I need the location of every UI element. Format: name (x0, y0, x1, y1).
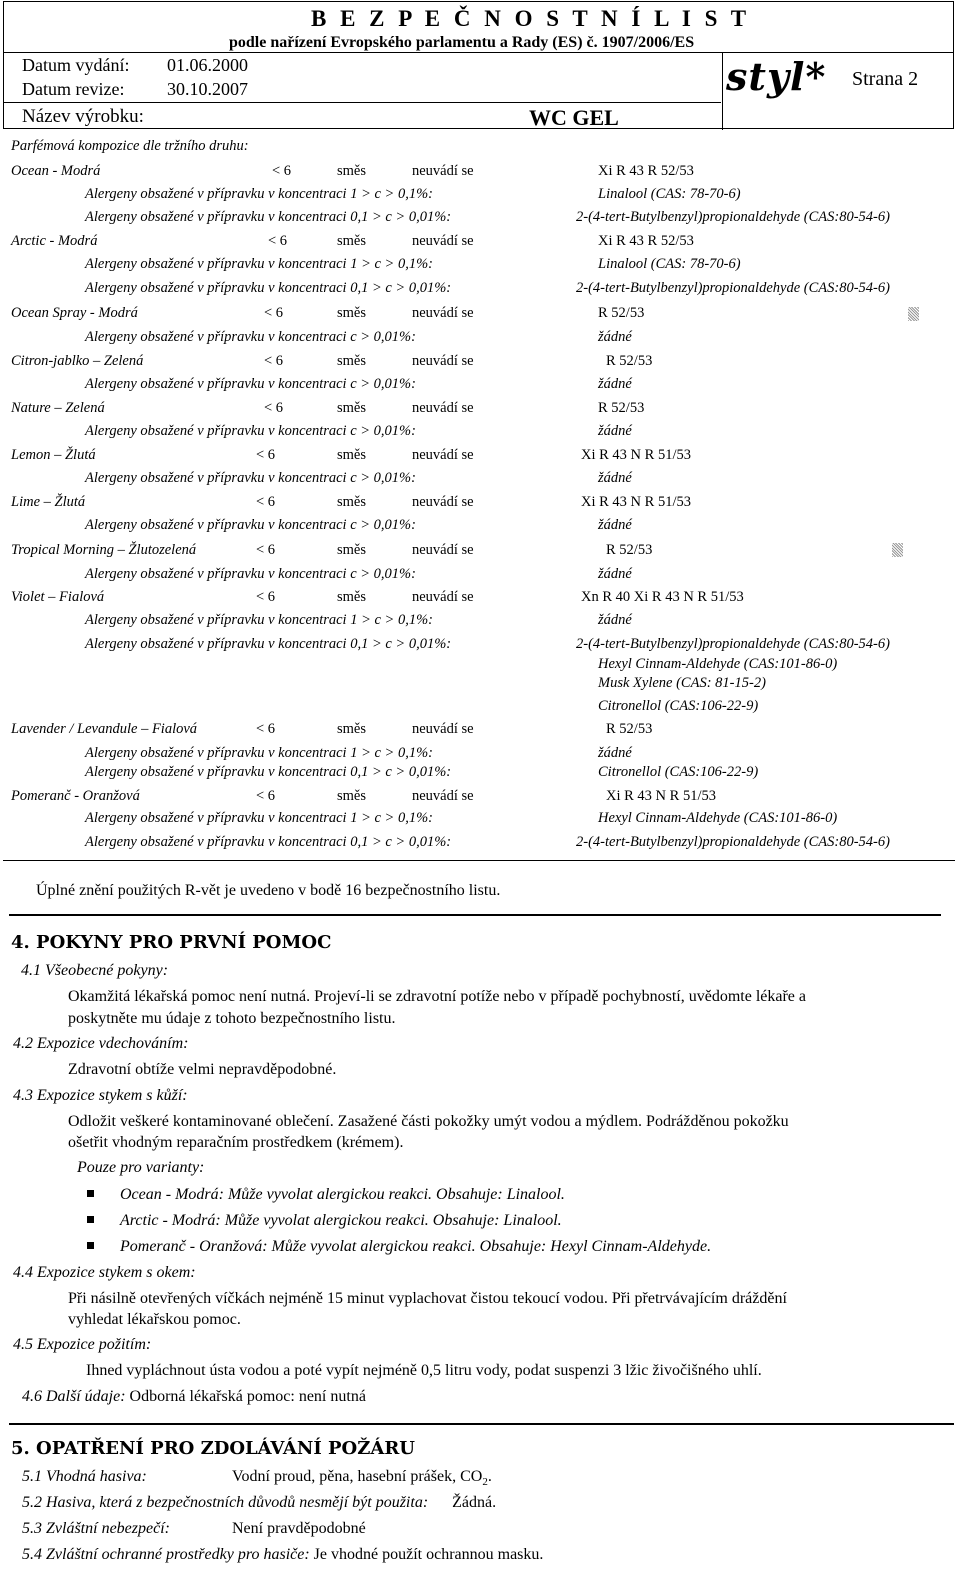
fragrance-name: Citron-jablko – Zelená (11, 353, 144, 369)
allergen-criterion: Alergeny obsažené v přípravku v koncentraci c > 0,01%: (85, 376, 416, 392)
allergen-criterion: Alergeny obsažené v přípravku v koncentraci 1 > c > 0,1%: (85, 256, 433, 272)
bullet-icon (87, 1216, 94, 1223)
concentration: < 6 (256, 494, 276, 510)
allergen-value: 2-(4-tert-Butylbenzyl)propionaldehyde (CAS:80-54-6) (576, 834, 890, 850)
substance-type: směs (337, 305, 366, 321)
table-bottom-rule (3, 860, 955, 861)
allergen-value: 2-(4-tert-Butylbenzyl)propionaldehyde (CAS:80-54-6) (576, 636, 890, 652)
allergen-value: žádné (598, 376, 632, 392)
s43-label: 4.3 Expozice stykem s kůží: (13, 1087, 188, 1104)
substance-type: směs (337, 494, 366, 510)
product-name: WC GEL (529, 105, 619, 130)
allergen-value: žádné (598, 745, 632, 761)
s44-text-line1: Při násilně otevřených víčkách nejméně 15 minut vyplachovat čistou tekoucí vodou. Při přetrvávajícím dráždění (68, 1290, 787, 1307)
fragrance-name: Violet – Fialová (11, 589, 105, 605)
substance-type: směs (337, 788, 366, 804)
allergen-criterion: Alergeny obsažené v přípravku v koncentraci 1 > c > 0,1%: (85, 186, 433, 202)
allergen-criterion: Alergeny obsažené v přípravku v koncentraci c > 0,01%: (85, 470, 416, 486)
s53-text: Není pravděpodobné (232, 1520, 366, 1537)
s45-label: 4.5 Expozice požitím: (13, 1336, 152, 1353)
s43-text-line2: ošetřit vhodným reparačním prostředkem (krémem). (68, 1134, 404, 1151)
s51-label: 5.1 Vhodná hasiva: (22, 1468, 147, 1485)
allergen-criterion: Alergeny obsažené v přípravku v koncentraci 0,1 > c > 0,01%: (85, 636, 452, 652)
hatch-mark (908, 307, 919, 321)
s46-line (22, 1388, 366, 1406)
issue-date: 01.06.2000 (167, 55, 248, 75)
section-divider (9, 1423, 954, 1425)
concentration: < 6 (264, 400, 284, 416)
variant-item: Ocean - Modrá: Může vyvolat alergickou reakci. Obsahuje: Linalool. (87, 1186, 565, 1204)
fragrance-name: Pomeranč - Oranžová (11, 788, 140, 804)
s52-line: 5.2 Hasiva, která z bezpečnostních důvodů nesmějí být použita: Žádná. (22, 1494, 497, 1511)
section-divider (9, 914, 941, 916)
cas-number: neuvádí se (412, 494, 474, 510)
r-phrases-note: Úplné znění použitých R-vět je uvedeno v bodě 16 bezpečnostního listu. (36, 882, 501, 899)
cas-number: neuvádí se (412, 721, 474, 737)
risk-classification: R 52/53 (598, 400, 645, 416)
fragrance-name: Tropical Morning – Žlutozelená (11, 542, 197, 558)
risk-classification: R 52/53 (606, 721, 653, 737)
s41-text-line1: Okamžitá lékařská pomoc není nutná. Projeví-li se zdravotní potíže nebo v případě pochybností, uvědomte lékaře a (68, 988, 806, 1005)
s41-label: 4.1 Všeobecné pokyny: (21, 962, 169, 979)
s52-text: Žádná. (452, 1494, 497, 1511)
allergen-criterion: Alergeny obsažené v přípravku v koncentraci c > 0,01%: (85, 329, 416, 345)
allergen-value: žádné (598, 329, 632, 345)
cas-number: neuvádí se (412, 163, 474, 179)
s43-text-line1: Odložit veškeré kontaminované oblečení. Zasažené části pokožky umýt vodou a mýdlem. Podrážděnou pokožku (68, 1113, 789, 1130)
fragrance-name: Nature – Zelená (11, 400, 105, 416)
risk-classification: Xi R 43 N R 51/53 (581, 494, 691, 510)
cas-number: neuvádí se (412, 788, 474, 804)
risk-classification: Xi R 43 R 52/53 (598, 233, 694, 249)
revision-date: 30.10.2007 (167, 79, 248, 99)
allergen-value: žádné (598, 470, 632, 486)
risk-classification: Xi R 43 N R 51/53 (581, 447, 691, 463)
allergen-criterion: Alergeny obsažené v přípravku v koncentraci 1 > c > 0,1%: (85, 745, 433, 761)
s53-label: 5.3 Zvláštní nebezpečí: (22, 1520, 170, 1537)
concentration: < 6 (256, 589, 276, 605)
cas-number: neuvádí se (412, 400, 474, 416)
allergen-value: Linalool (CAS: 78-70-6) (598, 186, 741, 202)
cas-number: neuvádí se (412, 589, 474, 605)
concentration: < 6 (272, 163, 292, 179)
cas-number: neuvádí se (412, 542, 474, 558)
allergen-criterion: Alergeny obsažené v přípravku v koncentraci 0,1 > c > 0,01%: (85, 280, 452, 296)
substance-type: směs (337, 721, 366, 737)
cas-number: neuvádí se (412, 447, 474, 463)
s54-text: Je vhodné použít ochrannou masku. (313, 1546, 544, 1563)
risk-classification: R 52/53 (606, 542, 653, 558)
allergen-criterion: Alergeny obsažené v přípravku v koncentraci c > 0,01%: (85, 566, 416, 582)
risk-classification: Xi R 43 R 52/53 (598, 163, 694, 179)
s51-text: Vodní proud, pěna, hasební prášek, $CO_2$. (232, 1468, 492, 1489)
table-heading: Parfémová kompozice dle tržního druhu: (11, 138, 249, 154)
fragrance-name: Arctic - Modrá (11, 233, 98, 249)
document-header (3, 1, 954, 129)
variants-label: Pouze pro varianty: (77, 1159, 205, 1176)
product-name-label: Název výrobku: (22, 106, 144, 127)
variant-item: Pomeranč - Oranžová: Může vyvolat alergickou reakci. Obsahuje: Hexyl Cinnam-Aldehyde. (87, 1238, 711, 1256)
hatch-mark (892, 543, 903, 557)
allergen-criterion: Alergeny obsažené v přípravku v koncentraci 0,1 > c > 0,01%: (85, 764, 452, 780)
s42-label: 4.2 Expozice vdechováním: (13, 1035, 189, 1052)
allergen-value: Linalool (CAS: 78-70-6) (598, 256, 741, 272)
s41-text-line2: poskytněte mu údaje z tohoto bezpečnostního listu. (68, 1010, 396, 1027)
substance-type: směs (337, 353, 366, 369)
variant-item: Arctic - Modrá: Může vyvolat alergickou reakci. Obsahuje: Linalool. (87, 1212, 562, 1230)
substance-type: směs (337, 589, 366, 605)
allergen-value: Musk Xylene (CAS: 81-15-2) (598, 675, 766, 691)
allergen-value: žádné (598, 517, 632, 533)
s46-label: 4.6 Další údaje: (22, 1388, 126, 1405)
s44-label: 4.4 Expozice stykem s okem: (13, 1264, 196, 1281)
substance-type: směs (337, 542, 366, 558)
document-title: B E Z P E Č N O S T N Í L I S T (311, 6, 751, 31)
substance-type: směs (337, 400, 366, 416)
risk-classification: R 52/53 (606, 353, 653, 369)
fragrance-name: Lemon – Žlutá (11, 447, 96, 463)
allergen-value: Hexyl Cinnam-Aldehyde (CAS:101-86-0) (598, 810, 838, 826)
s45-text: Ihned vypláchnout ústa vodou a poté vypít nejméně 0,5 litru vody, podat suspenzi 3 lžic živočišného uhlí. (86, 1362, 762, 1379)
allergen-criterion: Alergeny obsažené v přípravku v koncentraci 1 > c > 0,1%: (85, 612, 433, 628)
header-divider (722, 52, 723, 130)
allergen-value: 2-(4-tert-Butylbenzyl)propionaldehyde (CAS:80-54-6) (576, 209, 890, 225)
substance-type: směs (337, 163, 366, 179)
s54-line: 5.4 Zvláštní ochranné prostředky pro hasiče: Je vhodné použít ochrannou masku. (22, 1546, 544, 1563)
allergen-criterion: Alergeny obsažené v přípravku v koncentraci 1 > c > 0,1%: (85, 810, 433, 826)
allergen-criterion: Alergeny obsažené v přípravku v koncentraci 0,1 > c > 0,01%: (85, 209, 452, 225)
s42-text: Zdravotní obtíže velmi nepravděpodobné. (68, 1061, 337, 1078)
section-5-heading: 5. OPATŘENÍ PRO ZDOLÁVÁNÍ POŽÁRU (11, 1438, 415, 1459)
allergen-value: žádné (598, 612, 632, 628)
risk-classification: Xn R 40 Xi R 43 N R 51/53 (581, 589, 744, 605)
fragrance-name: Ocean - Modrá (11, 163, 101, 179)
concentration: < 6 (264, 305, 284, 321)
regulation-subtitle: podle nařízení Evropského parlamentu a Rady (ES) č. 1907/2006/ES (229, 34, 695, 51)
fragrance-name: Ocean Spray - Modrá (11, 305, 138, 321)
s46-text: Odborná lékařská pomoc: není nutná (129, 1388, 366, 1405)
fragrance-name: Lime – Žlutá (11, 494, 86, 510)
styl-logo: styl* (726, 54, 827, 99)
header-divider (4, 102, 721, 103)
allergen-value: Citronellol (CAS:106-22-9) (598, 698, 759, 714)
concentration: < 6 (268, 233, 288, 249)
revision-date-label: Datum revize: (22, 79, 125, 99)
substance-type: směs (337, 233, 366, 249)
s44-text-line2: vyhledat lékařskou pomoc. (68, 1311, 241, 1328)
allergen-value: 2-(4-tert-Butylbenzyl)propionaldehyde (CAS:80-54-6) (576, 280, 890, 296)
concentration: < 6 (256, 721, 276, 737)
cas-number: neuvádí se (412, 233, 474, 249)
section-4-heading: 4. POKYNY PRO PRVNÍ POMOC (11, 932, 332, 953)
issue-date-label: Datum vydání: (22, 55, 130, 75)
bullet-icon (87, 1242, 94, 1249)
allergen-value: Hexyl Cinnam-Aldehyde (CAS:101-86-0) (598, 656, 838, 672)
page-number: Strana 2 (852, 68, 919, 90)
bullet-icon (87, 1190, 94, 1197)
allergen-criterion: Alergeny obsažené v přípravku v koncentraci c > 0,01%: (85, 423, 416, 439)
cas-number: neuvádí se (412, 305, 474, 321)
concentration: < 6 (256, 542, 276, 558)
allergen-value: Citronellol (CAS:106-22-9) (598, 764, 759, 780)
substance-type: směs (337, 447, 366, 463)
allergen-criterion: Alergeny obsažené v přípravku v koncentraci c > 0,01%: (85, 517, 416, 533)
allergen-criterion: Alergeny obsažené v přípravku v koncentraci 0,1 > c > 0,01%: (85, 834, 452, 850)
allergen-value: žádné (598, 423, 632, 439)
concentration: < 6 (264, 353, 284, 369)
allergen-value: žádné (598, 566, 632, 582)
risk-classification: R 52/53 (598, 305, 645, 321)
risk-classification: Xi R 43 N R 51/53 (606, 788, 716, 804)
cas-number: neuvádí se (412, 353, 474, 369)
fragrance-name: Lavender / Levandule – Fialová (11, 721, 198, 737)
header-divider (4, 52, 953, 53)
concentration: < 6 (256, 788, 276, 804)
concentration: < 6 (256, 447, 276, 463)
